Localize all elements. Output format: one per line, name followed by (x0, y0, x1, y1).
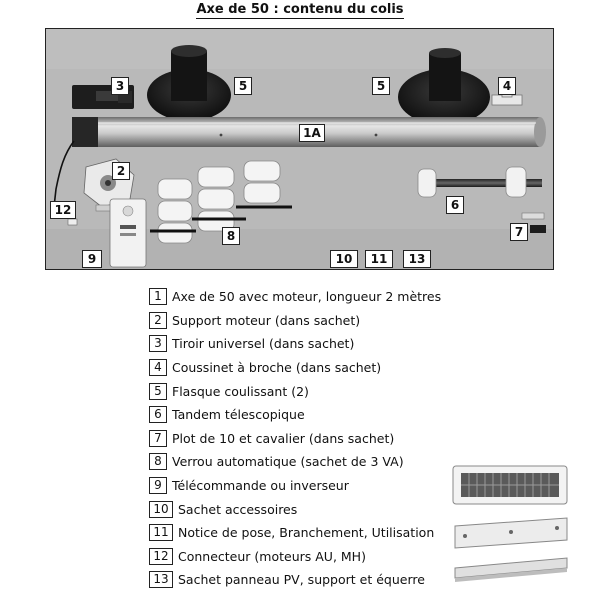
photo-tag-4: 4 (498, 77, 516, 95)
legend-number: 4 (149, 359, 167, 376)
legend-item (149, 309, 449, 333)
legend-text: Sachet accessoires (178, 501, 298, 517)
photo-tag-9: 9 (82, 250, 102, 268)
legend-text: Connecteur (moteurs AU, MH) (178, 548, 366, 564)
photo-tag-10: 10 (330, 250, 358, 268)
legend-item (149, 285, 449, 309)
telecommande (110, 199, 146, 267)
contents-photo-art (46, 29, 554, 270)
photo-tag-3: 3 (111, 77, 129, 95)
legend-number: 7 (149, 430, 167, 447)
legend-text: Plot de 10 et cavalier (dans sachet) (172, 430, 395, 446)
legend-number: 5 (149, 383, 167, 400)
photo-tag-5-right: 5 (372, 77, 390, 95)
legend-number: 10 (149, 501, 173, 518)
panneau-pv-illustration (445, 460, 575, 590)
contents-photo (45, 28, 554, 270)
legend-text: Flasque coulissant (2) (172, 383, 309, 399)
legend-item (149, 521, 449, 545)
panneau-pv (453, 466, 567, 504)
legend-item (149, 474, 449, 498)
photo-tag-5-left: 5 (234, 77, 252, 95)
page-title (0, 1, 600, 19)
legend-text: Support moteur (dans sachet) (172, 312, 361, 328)
legend-item (149, 427, 449, 451)
legend-text: Tiroir universel (dans sachet) (172, 336, 355, 352)
legend-text: Axe de 50 avec moteur, longueur 2 mètres (172, 289, 442, 305)
equerre-pv (455, 558, 567, 582)
photo-tag-8: 8 (222, 227, 240, 245)
legend-text: Tandem télescopique (172, 407, 305, 423)
photo-tag-2: 2 (112, 162, 130, 180)
legend-list (149, 285, 449, 592)
legend-item (149, 568, 449, 592)
legend-number: 6 (149, 406, 167, 423)
legend-number: 9 (149, 477, 167, 494)
legend-number: 1 (149, 288, 167, 305)
legend-number: 11 (149, 524, 173, 541)
support-pv (455, 518, 567, 548)
legend-item (149, 497, 449, 521)
legend-item (149, 403, 449, 427)
legend-number: 12 (149, 548, 173, 565)
legend-text: Coussinet à broche (dans sachet) (172, 360, 382, 376)
legend-item (149, 356, 449, 380)
connecteur (68, 219, 77, 225)
legend-item (149, 450, 449, 474)
photo-tag-7: 7 (510, 223, 528, 241)
legend-text: Télécommande ou inverseur (172, 478, 349, 494)
legend-text: Verrou automatique (sachet de 3 VA) (172, 454, 404, 470)
legend-number: 2 (149, 312, 167, 329)
photo-tag-11: 11 (365, 250, 393, 268)
photo-tag-12: 12 (50, 201, 76, 219)
legend-item (149, 545, 449, 569)
legend-text: Sachet panneau PV, support et équerre (178, 572, 425, 588)
legend-number: 8 (149, 453, 167, 470)
photo-tag-6: 6 (446, 196, 464, 214)
legend-number: 3 (149, 335, 167, 352)
photo-tag-1a: 1A (299, 124, 325, 142)
photo-tag-13: 13 (403, 250, 431, 268)
legend-number: 13 (149, 571, 173, 588)
page-title-text: Axe de 50 : contenu du colis (196, 2, 404, 17)
legend-item (149, 332, 449, 356)
legend-text: Notice de pose, Branchement, Utilisation (178, 525, 435, 541)
legend-item (149, 379, 449, 403)
